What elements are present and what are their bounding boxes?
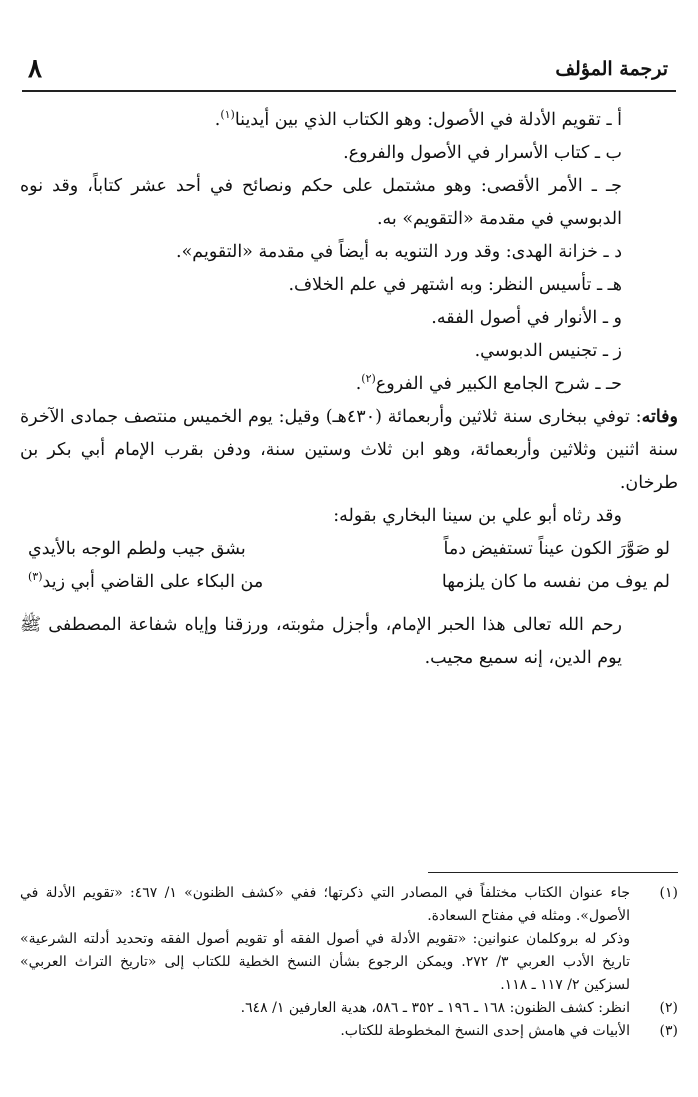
list-item: د ـ خزانة الهدى: وقد ورد التنويه به أيضاً في مقدمة «التقويم». xyxy=(176,242,622,262)
verse-hemistich-first: لم يوف من نفسه ما كان يلزمها xyxy=(441,572,670,592)
footnote-text: انظر: كشف الظنون: ١٦٨ ـ ١٩٦ ـ ٣٥٢ ـ ٥٨٦، هدية العارفين ١/ ٦٤٨. xyxy=(240,1000,630,1016)
closing-paragraph: رحم الله تعالى هذا الحبر الإمام، وأجزل مثوبته، ورزقنا وإياه شفاعة المصطفى ﷺ يوم الدين، إنه سميع مجيب. xyxy=(20,615,622,668)
verse-hemistich-second: بشق جيب ولطم الوجه بالأيدي xyxy=(28,539,246,559)
main-text xyxy=(20,104,678,675)
footnote-ref: (٣) xyxy=(28,570,43,584)
elegy-intro: وقد رثاه أبو علي بن سينا البخاري بقوله: xyxy=(333,506,622,526)
footnote-number: (٣) xyxy=(659,1023,678,1039)
list-item: جـ ـ الأمر الأقصى: وهو مشتمل على حكم ونصائح في أحد عشر كتاباً، وقد نوه الدبوسي في مقدمة «التقويم» به. xyxy=(20,176,622,229)
verse-hemistich-first: لو صَوَّرَ الكون عيناً تستفيض دماً xyxy=(443,539,670,559)
list-item: هـ ـ تأسيس النظر: وبه اشتهر في علم الخلاف. xyxy=(288,275,622,295)
footnotes xyxy=(20,882,678,1043)
list-item: ب ـ كتاب الأسرار في الأصول والفروع. xyxy=(343,143,622,163)
footnote-text: وذكر له بروكلمان عنوانين: «تقويم الأدلة في أصول الفقه أو تقويم أصول الفقه وتحديد أدلته الشرعية» تاريخ الأدب العربي ٣/ ٢٧٢. ويمكن الرجوع بشأن النسخ الخطية للكتاب إلى «تاريخ التراث العربي» لسزكين ٢/ ١١٧ ـ ١١٨. xyxy=(20,931,630,993)
list-item: ز ـ تجنيس الدبوسي. xyxy=(474,341,622,361)
death-paragraph: وفاته: توفي ببخارى سنة ثلاثين وأربعمائة (٤٣٠هـ) وقيل: يوم الخميس منتصف جمادى الآخرة سنة اثنين وثلاثين وأربعمائة، وهو ابن ثلاث وستين سنة، ودفن بقرب الإمام أبي بكر بن طرخان. xyxy=(20,407,678,493)
list-item: حـ ـ شرح الجامع الكبير في الفروع$^{(٢)}$. xyxy=(355,372,622,394)
footnote-text: الأبيات في هامش إحدى النسخ المخطوطة للكتاب. xyxy=(340,1023,630,1039)
verse-line xyxy=(20,566,678,599)
footnote-number: (٢) xyxy=(659,1000,678,1016)
death-label: وفاته xyxy=(641,407,678,427)
footnote-number: (١) xyxy=(659,885,678,901)
footnote-text: جاء عنوان الكتاب مختلفاً في المصادر التي ذكرتها؛ ففي «كشف الظنون» ١/ ٤٦٧: «تقويم الأدلة في الأصول». ومثله في مفتاح السعادة. xyxy=(20,885,630,924)
footnote-divider xyxy=(428,872,678,873)
running-title: ترجمة المؤلف xyxy=(555,58,668,80)
footnote xyxy=(20,997,678,1020)
verse-hemistich-second: من البكاء على القاضي أبي زيد$^{(٣)}$ xyxy=(28,570,264,592)
footnote xyxy=(20,1020,678,1043)
verse-line xyxy=(20,533,678,566)
footnote-ref: (١) xyxy=(220,108,235,122)
footnote xyxy=(20,882,678,928)
list-item: أ ـ تقويم الأدلة في الأصول: وهو الكتاب الذي بين أيدينا$^{(١)}$. xyxy=(214,108,622,130)
page-number: ٨ xyxy=(28,54,42,84)
footnote-ref: (٢) xyxy=(361,372,376,386)
page-header xyxy=(22,50,676,92)
list-item: و ـ الأنوار في أصول الفقه. xyxy=(431,308,622,328)
